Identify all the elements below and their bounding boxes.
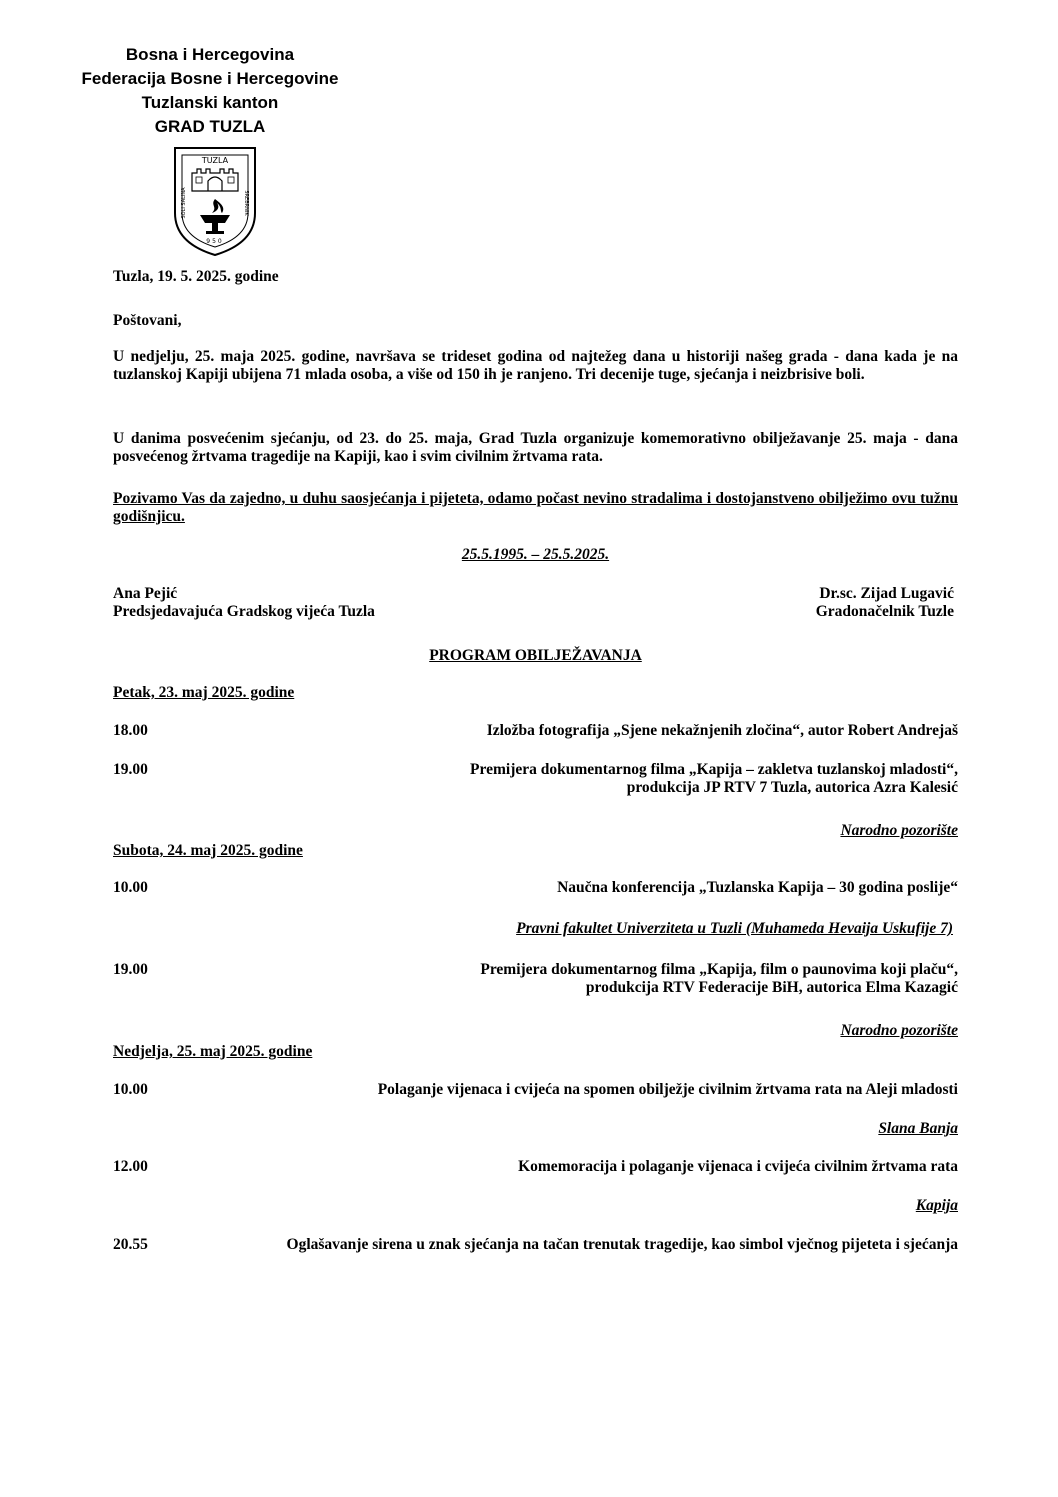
header-country: Bosna i Hercegovina <box>125 45 295 64</box>
program-event <box>113 1158 958 1176</box>
program-event <box>113 1081 958 1099</box>
event-description: Komemoracija i polaganje vijenaca i cvijeća civilnim žrtvama rata <box>518 1158 958 1175</box>
event-time: 18.00 <box>113 722 148 739</box>
program-event <box>113 761 958 799</box>
letter-paragraph-2: U danima posvećenim sjećanju, od 23. do 25. maja, Grad Tuzla organizuje komemorativno obilježavanje 25. maja - dana posvećenog žrtvama tragedije na Kapiji, kao i svim civilnim žrtvama rata. <box>113 430 958 465</box>
anniversary-dates: 25.5.1995. – 25.5.2025. <box>461 546 610 563</box>
coat-of-arms-icon <box>170 143 260 258</box>
event-location: Slana Banja <box>878 1120 958 1137</box>
signature-right-title: Gradonačelnik Tuzle <box>815 603 954 620</box>
letterhead <box>60 43 360 139</box>
event-time: 10.00 <box>113 879 148 896</box>
emblem-right-text: SREBRNIK <box>243 190 249 216</box>
header-city: GRAD TUZLA <box>154 117 266 136</box>
event-location-row <box>113 1120 958 1138</box>
program-event <box>113 879 958 897</box>
event-description: Izložba fotografija „Sjene nekažnjenih zločina“, autor Robert Andrejaš <box>486 722 958 739</box>
day-heading: Subota, 24. maj 2025. godine <box>113 842 303 859</box>
header-federation: Federacija Bosne i Hercegovine <box>81 69 339 88</box>
event-description-line: Premijera dokumentarnog filma „Kapija, film o paunovima koji plaču“, <box>480 961 958 978</box>
signature-left-name: Ana Pejić <box>113 585 178 602</box>
signature-right <box>558 585 958 621</box>
event-time: 10.00 <box>113 1081 148 1098</box>
signature-left-title: Predsjedavajuća Gradskog vijeća Tuzla <box>113 603 375 620</box>
event-description <box>480 961 958 997</box>
program-event <box>113 1236 958 1254</box>
day-heading: Nedjelja, 25. maj 2025. godine <box>113 1043 313 1060</box>
event-description: Polaganje vijenaca i cvijeća na spomen obilježje civilnim žrtvama rata na Aleji mladosti <box>377 1081 958 1098</box>
emblem-left-text: SOLI SALINA <box>181 187 187 219</box>
event-description: Naučna konferencija „Tuzlanska Kapija – 30 godina poslije“ <box>557 879 958 896</box>
event-description-line: Premijera dokumentarnog filma „Kapija – zakletva tuzlanskoj mladosti“, <box>470 761 958 778</box>
event-location-row <box>113 822 958 840</box>
signature-right-name: Dr.sc. Zijad Lugavić <box>819 585 954 602</box>
event-description-line: produkcija RTV Federacije BiH, autorica Elma Kazagić <box>585 979 958 996</box>
event-location: Pravni fakultet Univerziteta u Tuzli (Muhameda Hevaija Uskufije 7) <box>516 920 953 937</box>
header-canton: Tuzlanski kanton <box>141 93 279 112</box>
event-location: Narodno pozorište <box>840 1022 958 1039</box>
program-title: PROGRAM OBILJEŽAVANJA <box>429 647 642 664</box>
letter-invitation: Pozivamo Vas da zajedno, u duhu saosjećanja i pijeteta, odamo počast nevino stradalima i dostojanstveno obilježimo ovu tužnu godišnjicu. <box>113 490 958 525</box>
day-heading: Petak, 23. maj 2025. godine <box>113 684 295 701</box>
event-time: 19.00 <box>113 761 148 778</box>
event-time: 12.00 <box>113 1158 148 1175</box>
event-location-row <box>113 920 958 938</box>
event-location: Kapija <box>915 1197 958 1214</box>
signature-left <box>113 585 513 621</box>
event-location-row <box>113 1022 958 1040</box>
program-event <box>113 961 958 999</box>
event-description-line: produkcija JP RTV 7 Tuzla, autorica Azra Kalesić <box>626 779 958 796</box>
letter-date: Tuzla, 19. 5. 2025. godine <box>113 268 279 285</box>
emblem-bottom-text: 950 <box>206 238 224 245</box>
event-description <box>470 761 958 797</box>
event-time: 19.00 <box>113 961 148 978</box>
letter-paragraph-1: U nedjelju, 25. maja 2025. godine, navršava se trideset godina od najtežeg dana u historiji našeg grada - dana kada je na tuzlanskoj Kapiji ubijena 71 mlada osoba, a više od 150 ih je ranjeno. Tri decenije tuge, sjećanja i neizbrisive boli. <box>113 348 958 383</box>
event-location-row <box>113 1197 958 1215</box>
event-time: 20.55 <box>113 1236 148 1253</box>
letter-salutation: Poštovani, <box>113 312 182 329</box>
event-location: Narodno pozorište <box>840 822 958 839</box>
event-description: Oglašavanje sirena u znak sjećanja na tačan trenutak tragedije, kao simbol vječnog pijeteta i sjećanja <box>286 1236 958 1253</box>
emblem-top-text: TUZLA <box>201 156 229 165</box>
program-event <box>113 722 958 740</box>
